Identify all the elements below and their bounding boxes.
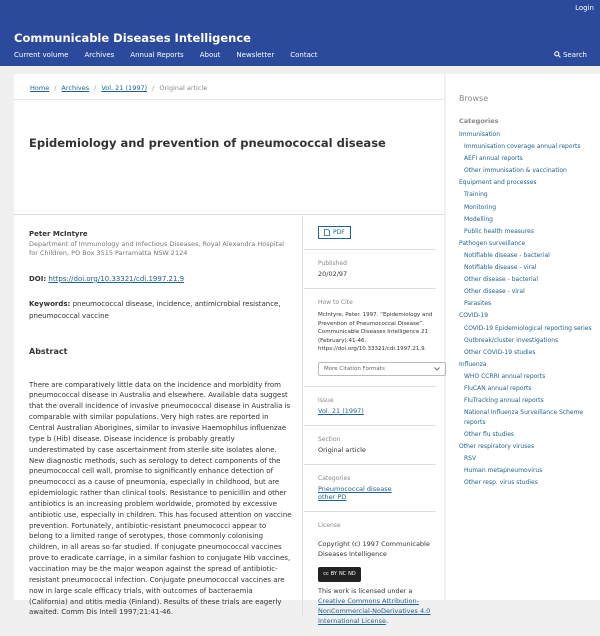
published-label: Published — [318, 260, 347, 267]
sidebar-subcategory[interactable]: WHO CCRRI annual reports — [464, 372, 546, 380]
article-main-column — [14, 216, 303, 616]
sidebar-subcategory[interactable]: Other resp. virus studies — [464, 479, 538, 487]
breadcrumb-separator: / — [152, 84, 155, 92]
cc-badge-nc: NC — [338, 571, 347, 578]
categories-block — [304, 465, 436, 512]
cc-license-badge[interactable] — [318, 567, 361, 582]
sidebar-subcategory[interactable]: Outbreak/cluster investigations — [464, 336, 559, 344]
sidebar-subcategory[interactable]: Immunisation coverage annual reports — [464, 143, 581, 151]
breadcrumb — [30, 84, 207, 92]
keywords-value: pneumococcal disease, incidence, antimicrobial resistance, pneumococcal vaccine — [29, 299, 281, 320]
issue-block — [304, 387, 436, 426]
pdf-button[interactable] — [318, 226, 351, 239]
sidebar-subcategory[interactable]: Other disease - bacterial — [464, 276, 539, 284]
license-block — [304, 512, 436, 636]
citation-formats-label: More Citation Formats — [324, 365, 385, 372]
sidebar-subcategory[interactable]: AEFI annual reports — [464, 155, 523, 163]
citation-formats-dropdown[interactable] — [318, 362, 446, 376]
sidebar-subcategory[interactable]: Notifiable disease - bacterial — [464, 251, 550, 259]
categories-label: Categories — [318, 474, 351, 482]
sidebar-category[interactable]: Other respiratory viruses — [459, 442, 535, 450]
category-list — [459, 130, 600, 488]
sidebar — [446, 74, 600, 600]
breadcrumb-archives[interactable]: Archives — [61, 84, 90, 92]
site-title[interactable]: Communicable Diseases Intelligence — [14, 31, 251, 45]
author-affiliation: Department of Immunology and Infectious Diseases, Royal Alexandra Hospital for Children, PO Box 3515 Parramatta NSW 2124 — [29, 240, 284, 258]
sidebar-subcategory[interactable]: Notifiable disease - viral — [464, 264, 537, 272]
sidebar-subcategory[interactable]: FluCAN annual reports — [464, 384, 532, 392]
license-label: License — [318, 521, 341, 529]
published-block — [304, 250, 436, 289]
author-name: Peter McIntyre — [29, 230, 88, 238]
published-date: 20/02/97 — [318, 270, 348, 278]
keywords — [29, 299, 292, 323]
sidebar-category[interactable]: Pathogen surveillance — [459, 239, 526, 247]
sidebar-category[interactable]: COVID-19 — [459, 312, 489, 320]
title-section — [14, 99, 444, 215]
sidebar-subcategory[interactable]: Other immunisation & vaccination — [464, 167, 567, 175]
search-label: Search — [562, 51, 587, 59]
sidebar-subcategory[interactable]: Other disease - viral — [464, 288, 525, 296]
cc-badge-cc: cc — [323, 571, 329, 578]
sidebar-subcategory[interactable]: Public health measures — [464, 227, 534, 235]
breadcrumb-home[interactable]: Home — [30, 84, 50, 92]
license-suffix: . — [386, 616, 389, 625]
issue-label: Issue — [318, 396, 334, 404]
pdf-label: PDF — [333, 229, 345, 236]
nav-current-volume[interactable]: Current volume — [14, 51, 69, 59]
license-prefix: This work is licensed under a — [318, 586, 413, 595]
license-text — [318, 586, 436, 626]
sidebar-subcategory[interactable]: Modelling — [464, 215, 493, 223]
sidebar-subcategory[interactable]: National Influenza Surveillance Scheme reports — [464, 409, 584, 426]
citation-block — [304, 289, 436, 387]
breadcrumb-separator: / — [54, 84, 57, 92]
browse-heading: Browse — [459, 94, 489, 103]
keywords-label: Keywords: — [29, 299, 71, 308]
copyright-text: Copyright (c) 1997 Communicable Diseases Intelligence — [318, 539, 430, 558]
sidebar-subcategory[interactable]: RSV — [464, 455, 477, 463]
article-details-column — [304, 216, 444, 636]
sidebar-subcategory[interactable]: Training — [464, 191, 488, 199]
sidebar-subcategory[interactable]: Monitoring — [464, 203, 497, 211]
file-pdf-icon — [324, 229, 330, 236]
doi-label: DOI: — [29, 274, 47, 283]
category-link[interactable]: other PD — [318, 492, 347, 501]
chevron-down-icon — [434, 367, 440, 371]
main-nav — [14, 51, 334, 59]
nav-annual-reports[interactable]: Annual Reports — [130, 51, 184, 59]
sidebar-subcategory[interactable]: FluTracking annual reports — [464, 397, 544, 405]
sidebar-category[interactable]: Influenza — [459, 360, 487, 368]
search-icon — [554, 51, 561, 58]
cc-badge-by: BY — [330, 571, 337, 578]
sidebar-category[interactable]: Equipment and processes — [459, 179, 537, 187]
nav-newsletter[interactable]: Newsletter — [236, 51, 275, 59]
citation-text: McIntyre, Peter. 1997. “Epidemiology and Prevention of Pneumococcal Disease”. Communicable Diseases Intelligence 21 (February):41-46. https://doi.org/10.33321/cdi.1997.21.9. — [318, 312, 433, 353]
license-link[interactable]: Creative Commons Attribution-NonCommercial-NoDerivatives 4.0 International License — [318, 596, 431, 625]
section-block — [304, 426, 436, 465]
cc-badge-nd: ND — [348, 571, 356, 578]
section-value: Original article — [318, 445, 366, 454]
abstract-text: There are comparatively little data on the incidence and morbidity from pneumococcal disease in Australia and elsewhere. Available data suggest that the overall incidence of invasive pneumococcal disease in Australia is comparable with similar populations. Very high rates are reported in Central Australian Aborigines, similar to invasive Haemophilus influenzae type b (Hib) disease. Disease incidence is probably greatly underestimated by case ascertainment from sterile site isolates alone. New diagnostic methods, such as serology to detect components of the pneumococcal cell wall, promise to significantly enhance detection of pneumococci as a cause of pneumonia, especially in childhood, but are epidemiologic rather than clinical tools. Resistance to penicillin and other antibiotics is an increasing problem worldwide, promoted by excessive antibiotic use, especially in children. This has focused attention on vaccine prevention. Fortunately, antibiotic-resistant pneumococci appear to belong to a limited range of serotypes, those commonly colonising children, in all areas so far studied. If conjugate pneumococcal vaccines prove to eradicate carriage, in a similar fashion to conjugate Hib vaccines, vaccination may be the major weapon against the spread of antibiotic-resistant pneumococcal infection. Conjugate pneumococcal vaccines are now in large scale efficacy trials, with outcomes of bacteraemia (California) and otitis media (Finland). Results of these trials are eagerly awaited. Comm Dis Intell 1997;21:41-46. — [29, 380, 292, 617]
section-label: Section — [318, 435, 341, 443]
sidebar-subcategory[interactable]: Other flu studies — [464, 430, 515, 438]
sidebar-subcategory[interactable]: Parasites — [464, 300, 492, 308]
nav-contact[interactable]: Contact — [290, 51, 318, 59]
sidebar-category[interactable]: Immunisation — [459, 131, 501, 138]
how-to-cite-label: How to Cite — [318, 299, 353, 306]
abstract-heading: Abstract — [29, 346, 68, 356]
category-link[interactable]: Pneumococcal disease — [318, 484, 392, 493]
nav-about[interactable]: About — [199, 51, 221, 59]
categories-heading: Categories — [459, 117, 499, 125]
search-link[interactable] — [554, 51, 587, 59]
doi — [29, 275, 292, 283]
nav-archives[interactable]: Archives — [84, 51, 115, 59]
breadcrumb-current: Original article — [159, 84, 208, 92]
doi-link[interactable]: https://doi.org/10.33321/cdi.1997.21.9 — [48, 274, 185, 283]
sidebar-subcategory[interactable]: COVID-19 Epidemiological reporting series — [464, 324, 592, 332]
login-link[interactable]: Login — [575, 4, 594, 12]
sidebar-subcategory[interactable]: Human metapneumovirus — [464, 467, 543, 475]
issue-link[interactable]: Vol. 21 (1997) — [318, 406, 364, 415]
article-title: Epidemiology and prevention of pneumococcal disease — [29, 136, 386, 150]
sidebar-subcategory[interactable]: Other COVID-19 studies — [464, 348, 536, 356]
breadcrumb-volume[interactable]: Vol. 21 (1997) — [101, 84, 148, 92]
site-header — [0, 0, 600, 66]
galley-block — [304, 226, 436, 250]
breadcrumb-separator: / — [94, 84, 97, 92]
main-content — [14, 74, 444, 625]
